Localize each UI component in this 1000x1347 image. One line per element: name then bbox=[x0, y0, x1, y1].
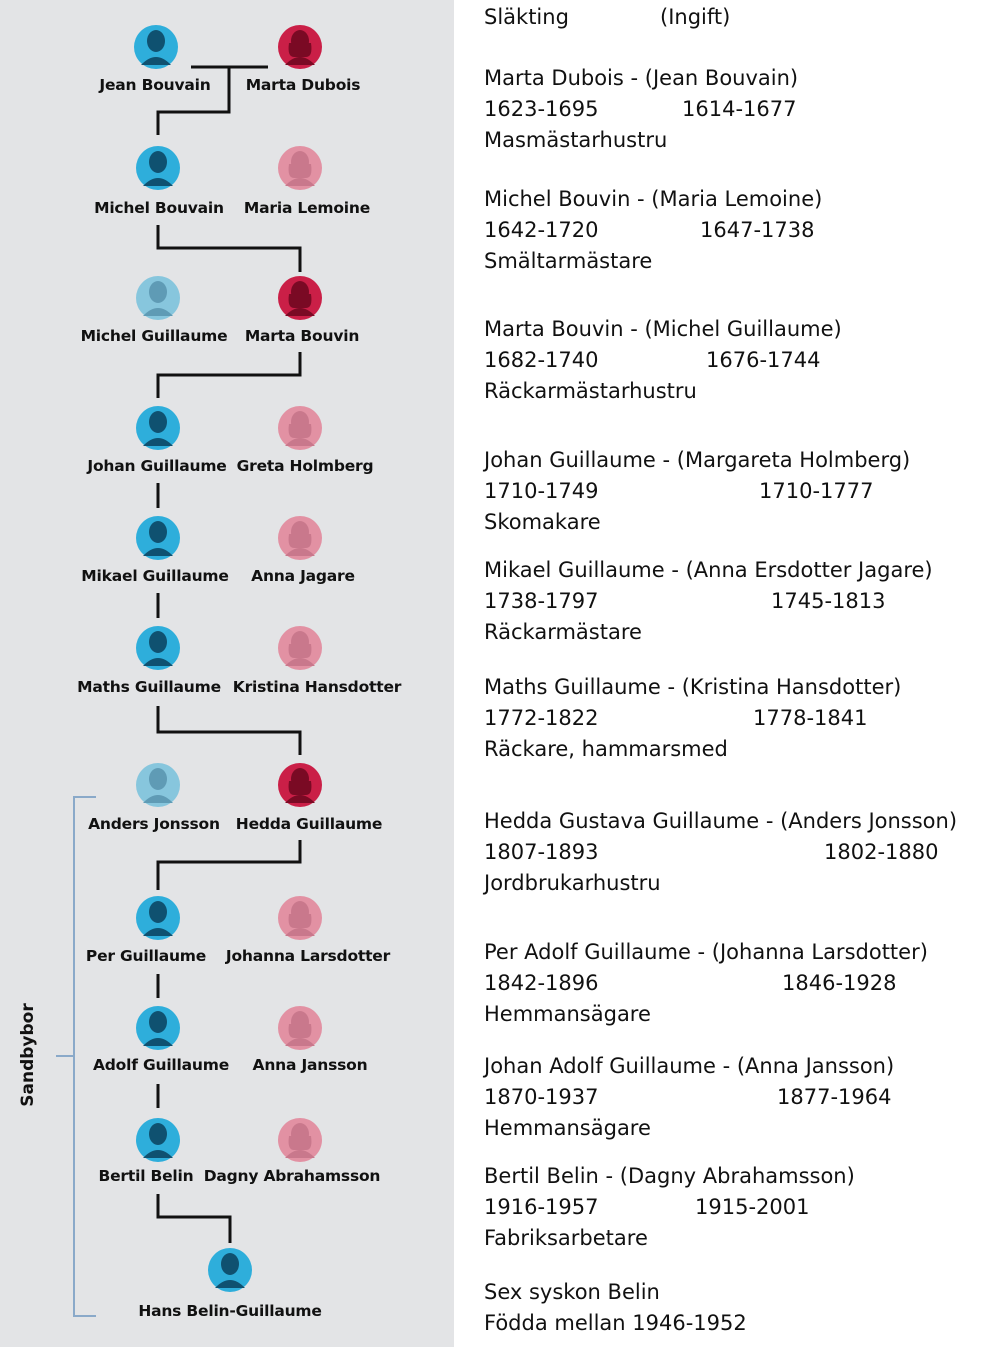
record-names: Marta Dubois - (Jean Bouvain) bbox=[484, 66, 799, 90]
record-years-relative: 1682-1740 bbox=[484, 348, 599, 372]
person-label-right: Kristina Hansdotter bbox=[232, 678, 402, 696]
record-occupation: Smältarmästare bbox=[484, 249, 653, 273]
male-person-icon bbox=[136, 1118, 180, 1162]
person-label-left: Michel Guillaume bbox=[80, 327, 228, 345]
person-icon-hans-belin-guillaume bbox=[208, 1248, 252, 1292]
header-relative: Släkting bbox=[484, 5, 569, 29]
male-person-icon bbox=[136, 406, 180, 450]
person-label-right: Anna Jagare bbox=[251, 567, 355, 585]
female-person-icon bbox=[278, 896, 322, 940]
header-married-in: (Ingift) bbox=[660, 5, 731, 29]
person-label-right: Greta Holmberg bbox=[236, 457, 374, 475]
record-years-relative: 1807-1893 bbox=[484, 840, 599, 864]
person-label-left: Michel Bouvain bbox=[94, 199, 224, 217]
record-names: Michel Bouvin - (Maria Lemoine) bbox=[484, 187, 823, 211]
person-label-left: Anders Jonsson bbox=[88, 815, 220, 833]
person-label-left: Johan Guillaume bbox=[87, 457, 227, 475]
female-person-icon bbox=[278, 1118, 322, 1162]
record-years-spouse: 1778-1841 bbox=[753, 706, 868, 730]
record-names: Maths Guillaume - (Kristina Hansdotter) bbox=[484, 675, 902, 699]
record-years-spouse: 1710-1777 bbox=[759, 479, 874, 503]
female-person-icon bbox=[278, 406, 322, 450]
female-person-icon bbox=[278, 763, 322, 807]
record-years-spouse: 1745-1813 bbox=[771, 589, 886, 613]
record-years-relative: 1710-1749 bbox=[484, 479, 599, 503]
record-names: Marta Bouvin - (Michel Guillaume) bbox=[484, 317, 842, 341]
person-label-left: Per Guillaume bbox=[85, 947, 207, 965]
record-years-spouse: 1915-2001 bbox=[695, 1195, 810, 1219]
person-label-right: Hedda Guillaume bbox=[235, 815, 383, 833]
record-occupation: Jordbrukarhustru bbox=[484, 871, 661, 895]
male-person-icon bbox=[136, 896, 180, 940]
family-tree-panel bbox=[0, 0, 454, 1347]
female-person-icon bbox=[278, 1006, 322, 1050]
record-names: Per Adolf Guillaume - (Johanna Larsdotter) bbox=[484, 940, 928, 964]
record-occupation: Räckare, hammarsmed bbox=[484, 737, 728, 761]
record-names: Mikael Guillaume - (Anna Ersdotter Jagare) bbox=[484, 558, 933, 582]
person-label-right: Marta Bouvin bbox=[244, 327, 360, 345]
male-person-icon bbox=[136, 626, 180, 670]
male-person-icon bbox=[134, 25, 178, 69]
male-person-icon bbox=[136, 1006, 180, 1050]
record-names: Johan Guillaume - (Margareta Holmberg) bbox=[484, 448, 911, 472]
record-names: Bertil Belin - (Dagny Abrahamsson) bbox=[484, 1164, 855, 1188]
footer-line-1: Sex syskon Belin bbox=[484, 1280, 660, 1304]
male-person-icon bbox=[136, 146, 180, 190]
record-years-relative: 1870-1937 bbox=[484, 1085, 599, 1109]
female-person-icon bbox=[278, 516, 322, 560]
record-years-relative: 1738-1797 bbox=[484, 589, 599, 613]
female-person-icon bbox=[278, 276, 322, 320]
person-label-left: Bertil Belin bbox=[98, 1167, 194, 1185]
female-person-icon bbox=[278, 626, 322, 670]
record-occupation: Räckarmästare bbox=[484, 620, 642, 644]
person-label-left: Mikael Guillaume bbox=[81, 567, 229, 585]
person-label-right: Johanna Larsdotter bbox=[225, 947, 391, 965]
record-occupation: Masmästarhustru bbox=[484, 128, 668, 152]
record-years-spouse: 1846-1928 bbox=[782, 971, 897, 995]
record-years-relative: 1623-1695 bbox=[484, 97, 599, 121]
record-years-relative: 1842-1896 bbox=[484, 971, 599, 995]
record-names: Hedda Gustava Guillaume - (Anders Jonsson) bbox=[484, 809, 958, 833]
record-years-relative: 1772-1822 bbox=[484, 706, 599, 730]
record-years-relative: 1916-1957 bbox=[484, 1195, 599, 1219]
person-label-right: Anna Jansson bbox=[252, 1056, 368, 1074]
male-person-icon bbox=[136, 763, 180, 807]
genealogy-records bbox=[484, 0, 994, 1347]
sandbybor-label: Sandbybor bbox=[18, 1003, 38, 1107]
person-label-right: Maria Lemoine bbox=[243, 199, 371, 217]
record-occupation: Hemmansägare bbox=[484, 1116, 651, 1140]
record-years-spouse: 1676-1744 bbox=[706, 348, 821, 372]
record-years-spouse: 1647-1738 bbox=[700, 218, 815, 242]
female-person-icon bbox=[278, 146, 322, 190]
footer-line-2: Födda mellan 1946-1952 bbox=[484, 1311, 747, 1335]
record-occupation: Fabriksarbetare bbox=[484, 1226, 648, 1250]
record-years-spouse: 1877-1964 bbox=[777, 1085, 892, 1109]
record-years-spouse: 1614-1677 bbox=[682, 97, 797, 121]
male-person-icon bbox=[136, 516, 180, 560]
record-years-relative: 1642-1720 bbox=[484, 218, 599, 242]
person-label-left: Jean Bouvain bbox=[99, 76, 211, 94]
record-occupation: Räckarmästarhustru bbox=[484, 379, 697, 403]
record-years-spouse: 1802-1880 bbox=[824, 840, 939, 864]
person-label-left: Adolf Guillaume bbox=[92, 1056, 230, 1074]
female-person-icon bbox=[278, 25, 322, 69]
record-occupation: Skomakare bbox=[484, 510, 601, 534]
person-label-right: Dagny Abrahamsson bbox=[203, 1167, 381, 1185]
person-label-right: Marta Dubois bbox=[245, 76, 361, 94]
person-label-left: Maths Guillaume bbox=[77, 678, 221, 696]
person-label-single: Hans Belin-Guillaume bbox=[138, 1302, 322, 1320]
record-occupation: Hemmansägare bbox=[484, 1002, 651, 1026]
male-person-icon bbox=[136, 276, 180, 320]
record-names: Johan Adolf Guillaume - (Anna Jansson) bbox=[484, 1054, 895, 1078]
